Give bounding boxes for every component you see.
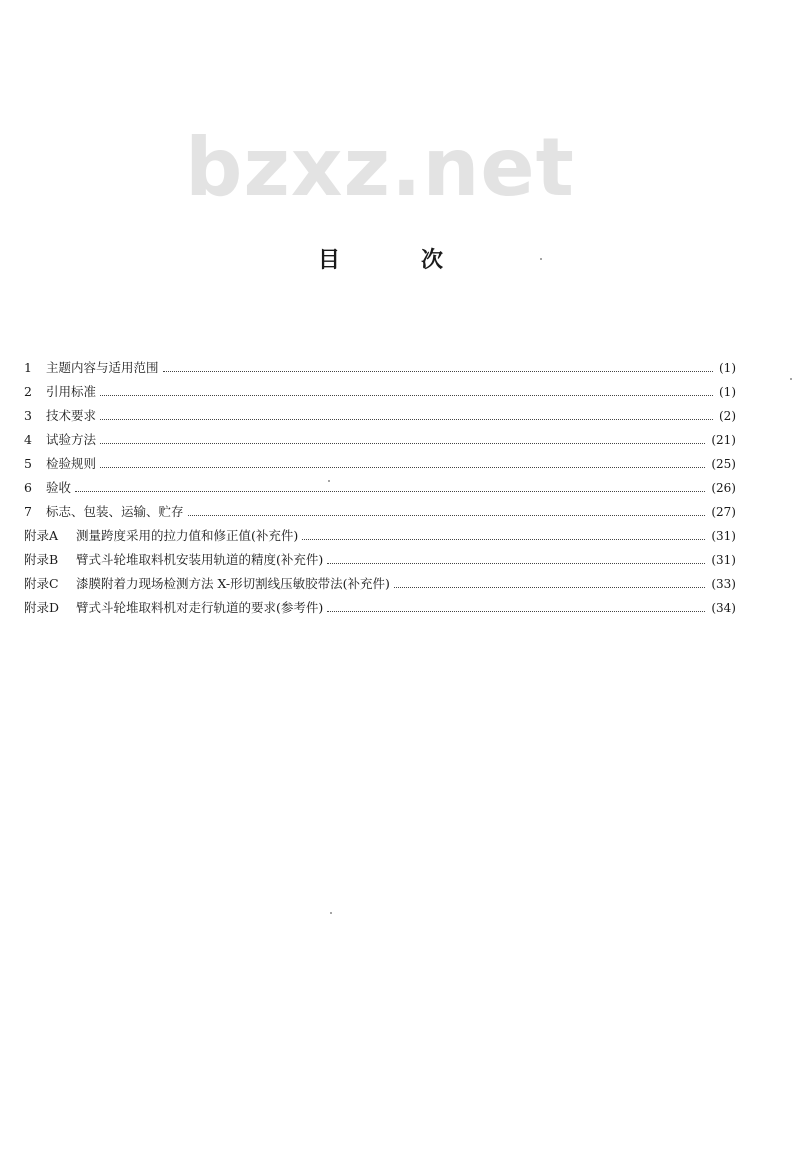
table-of-contents	[24, 356, 736, 620]
toc-entry-page: (33)	[711, 577, 736, 591]
toc-entry-number: 附录C	[24, 576, 59, 591]
toc-entry-5	[24, 452, 736, 476]
toc-leader-dots	[188, 515, 706, 516]
toc-entry-1	[24, 356, 736, 380]
toc-leader-dots	[100, 467, 705, 468]
toc-entry-title: 验收	[46, 480, 72, 495]
toc-entry-number: 7	[24, 504, 32, 519]
toc-entry-title: 漆膜附着力现场检测方法 X-形切割线压敏胶带法(补充件)	[76, 576, 390, 591]
toc-entry-appendix-c	[24, 572, 736, 596]
toc-entry-title: 臂式斗轮堆取料机对走行轨道的要求(参考件)	[76, 600, 324, 615]
toc-entry-title: 标志、包装、运输、贮存	[46, 504, 184, 519]
toc-entry-page: (25)	[711, 457, 736, 471]
toc-entry-number: 6	[24, 480, 32, 495]
watermark: bzxz.net	[185, 121, 575, 214]
toc-entry-title: 引用标准	[46, 384, 97, 399]
toc-entry-number: 4	[24, 432, 32, 447]
toc-leader-dots	[100, 443, 705, 444]
page-title-left: 目	[318, 248, 341, 273]
toc-leader-dots	[394, 587, 705, 588]
toc-entry-title: 技术要求	[46, 408, 97, 423]
scan-speck	[790, 378, 792, 380]
toc-entry-page: (27)	[711, 505, 736, 519]
toc-leader-dots	[100, 419, 713, 420]
toc-leader-dots	[327, 563, 705, 564]
toc-entry-page: (2)	[719, 409, 736, 423]
toc-leader-dots	[163, 371, 713, 372]
toc-entry-title: 试验方法	[46, 432, 97, 447]
scan-speck	[540, 258, 542, 260]
toc-entry-appendix-b	[24, 548, 736, 572]
toc-entry-2	[24, 380, 736, 404]
toc-entry-title: 测量跨度采用的拉力值和修正值(补充件)	[76, 528, 299, 543]
toc-entry-number: 3	[24, 408, 32, 423]
toc-entry-page: (1)	[719, 385, 736, 399]
toc-leader-dots	[75, 491, 705, 492]
toc-entry-page: (26)	[711, 481, 736, 495]
toc-entry-4	[24, 428, 736, 452]
toc-entry-page: (21)	[711, 433, 736, 447]
toc-entry-appendix-d	[24, 596, 736, 620]
toc-entry-number: 附录A	[24, 528, 59, 543]
toc-entry-6	[24, 476, 736, 500]
toc-entry-number: 附录D	[24, 600, 60, 615]
toc-entry-appendix-a	[24, 524, 736, 548]
toc-entry-number: 5	[24, 456, 32, 471]
toc-entry-number: 2	[24, 384, 32, 399]
toc-entry-page: (34)	[711, 601, 736, 615]
toc-entry-number: 1	[24, 360, 32, 375]
scan-speck	[328, 480, 330, 482]
toc-entry-7	[24, 500, 736, 524]
toc-leader-dots	[327, 611, 705, 612]
page-title	[318, 250, 443, 272]
toc-entry-page: (31)	[711, 529, 736, 543]
toc-entry-title: 臂式斗轮堆取料机安装用轨道的精度(补充件)	[76, 552, 324, 567]
toc-entry-title: 主题内容与适用范围	[46, 360, 159, 375]
toc-entry-number: 附录B	[24, 552, 59, 567]
toc-entry-title: 检验规则	[46, 456, 97, 471]
toc-entry-page: (31)	[711, 553, 736, 567]
scan-speck	[330, 912, 332, 914]
toc-entry-page: (1)	[719, 361, 736, 375]
toc-leader-dots	[302, 539, 705, 540]
toc-entry-3	[24, 404, 736, 428]
page-title-right: 次	[420, 248, 443, 273]
toc-leader-dots	[100, 395, 713, 396]
